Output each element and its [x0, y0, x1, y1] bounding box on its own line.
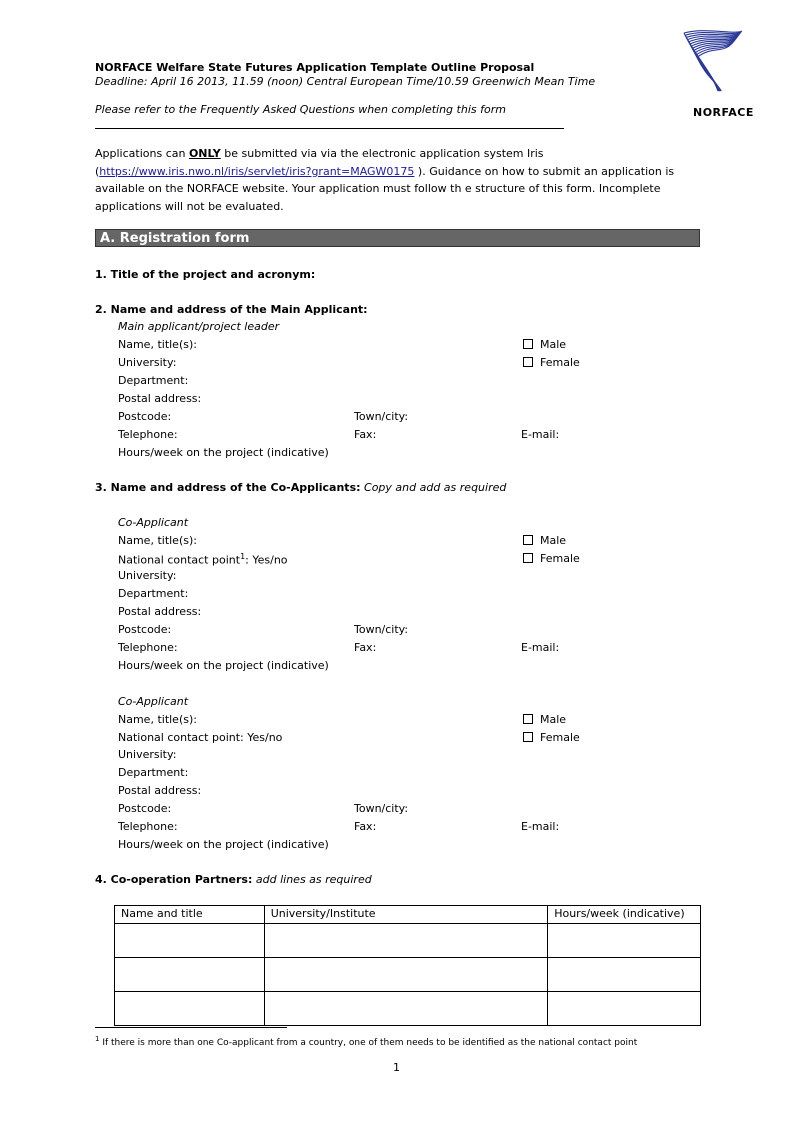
question-4-title: 4. Co-operation Partners: — [95, 873, 253, 886]
question-3-label — [95, 481, 506, 494]
column-header: Hours/week (indicative) — [548, 906, 701, 924]
faq-note: Please refer to the Frequently Asked Questions when completing this form — [95, 103, 506, 116]
main-postal-field[interactable]: Postal address: — [118, 392, 202, 405]
co2-town-field[interactable]: Town/city: — [354, 802, 409, 815]
intro-text-3: ). Guidance on how to submit an application is available on the NORFACE website. Your application must follow th e structure of this form. Incomplete applications will not be evaluated. — [95, 164, 675, 213]
main-university-field[interactable]: University: — [118, 356, 177, 369]
table-cell[interactable] — [115, 924, 265, 958]
female-label: Female — [540, 731, 580, 744]
table-row — [115, 958, 701, 992]
header-divider — [95, 128, 564, 129]
footnote-text: If there is more than one Co-applicant from a country, one of them needs to be identified as the national contact point — [99, 1038, 638, 1048]
main-name-field[interactable]: Name, title(s): — [118, 338, 197, 351]
column-header: Name and title — [115, 906, 265, 924]
intro-text-2: be submitted via via the electronic application system Iris ( — [95, 147, 544, 178]
question-2-label: 2. Name and address of the Main Applicant: — [95, 303, 368, 316]
table-row — [115, 924, 701, 958]
co-applicant-1-sublabel: Co-Applicant — [118, 516, 189, 529]
table-cell[interactable] — [264, 992, 548, 1026]
only-emphasis: ONLY — [188, 147, 221, 160]
male-label: Male — [540, 713, 567, 726]
table-cell[interactable] — [548, 992, 701, 1026]
table-row — [115, 992, 701, 1026]
co2-department-field[interactable]: Department: — [118, 766, 189, 779]
co1-hours-field[interactable]: Hours/week on the project (indicative) — [118, 659, 329, 672]
main-email-field[interactable]: E-mail: — [521, 428, 560, 441]
ncp-value: : Yes/no — [245, 553, 288, 567]
co2-ncp-field[interactable]: National contact point: Yes/no — [118, 731, 283, 744]
co1-telephone-field[interactable]: Telephone: — [118, 641, 178, 654]
male-label: Male — [540, 338, 567, 351]
co1-postcode-field[interactable]: Postcode: — [118, 623, 172, 636]
question-4-label — [95, 873, 372, 886]
co1-ncp-field[interactable] — [118, 552, 288, 567]
question-3-note: Copy and add as required — [360, 481, 507, 494]
co1-town-field[interactable]: Town/city: — [354, 623, 409, 636]
table-cell[interactable] — [115, 992, 265, 1026]
main-hours-field[interactable]: Hours/week on the project (indicative) — [118, 446, 329, 459]
intro-paragraph — [95, 145, 700, 215]
document-title: NORFACE Welfare State Futures Application Template Outline Proposal — [95, 61, 535, 74]
main-postcode-field[interactable]: Postcode: — [118, 410, 172, 423]
co1-university-field[interactable]: University: — [118, 569, 177, 582]
table-cell[interactable] — [548, 924, 701, 958]
table-cell[interactable] — [548, 958, 701, 992]
co1-male-checkbox[interactable] — [523, 534, 566, 547]
checkbox-icon — [523, 535, 533, 545]
main-applicant-sublabel: Main applicant/project leader — [118, 320, 280, 333]
co2-university-field[interactable]: University: — [118, 748, 177, 761]
checkbox-icon — [523, 339, 533, 349]
section-a-heading: A. Registration form — [95, 229, 700, 247]
co1-female-checkbox[interactable] — [523, 552, 580, 565]
footnote-divider — [95, 1027, 287, 1028]
co2-fax-field[interactable]: Fax: — [354, 820, 377, 833]
checkbox-icon — [523, 553, 533, 563]
ncp-label: National contact point — [118, 553, 241, 567]
table-cell[interactable] — [115, 958, 265, 992]
male-label: Male — [540, 534, 567, 547]
footnote-mark: 1 — [95, 1035, 100, 1043]
co2-female-checkbox[interactable] — [523, 731, 580, 744]
main-town-field[interactable]: Town/city: — [354, 410, 409, 423]
column-header: University/Institute — [264, 906, 548, 924]
question-1-label: 1. Title of the project and acronym: — [95, 268, 316, 281]
co2-name-field[interactable]: Name, title(s): — [118, 713, 197, 726]
co-applicant-2-sublabel: Co-Applicant — [118, 695, 189, 708]
question-3-title: 3. Name and address of the Co-Applicants: — [95, 481, 361, 494]
checkbox-icon — [523, 714, 533, 724]
main-fax-field[interactable]: Fax: — [354, 428, 377, 441]
norface-swoosh-logo — [680, 25, 750, 95]
co2-telephone-field[interactable]: Telephone: — [118, 820, 178, 833]
logo-text: NORFACE — [693, 106, 754, 119]
intro-text-1: Applications can — [95, 147, 189, 160]
co2-hours-field[interactable]: Hours/week on the project (indicative) — [118, 838, 329, 851]
co2-email-field[interactable]: E-mail: — [521, 820, 560, 833]
co1-department-field[interactable]: Department: — [118, 587, 189, 600]
page-number: 1 — [393, 1061, 400, 1074]
main-telephone-field[interactable]: Telephone: — [118, 428, 178, 441]
co2-postcode-field[interactable]: Postcode: — [118, 802, 172, 815]
co1-postal-field[interactable]: Postal address: — [118, 605, 202, 618]
table-cell[interactable] — [264, 958, 548, 992]
footnote-ref: 1 — [240, 552, 246, 561]
footnote — [95, 1035, 637, 1048]
table-cell[interactable] — [264, 924, 548, 958]
main-female-checkbox[interactable] — [523, 356, 580, 369]
co2-postal-field[interactable]: Postal address: — [118, 784, 202, 797]
co2-male-checkbox[interactable] — [523, 713, 566, 726]
female-label: Female — [540, 356, 580, 369]
main-department-field[interactable]: Department: — [118, 374, 189, 387]
deadline-text: Deadline: April 16 2013, 11.59 (noon) Central European Time/10.59 Greenwich Mean Time — [95, 75, 596, 88]
main-male-checkbox[interactable] — [523, 338, 566, 351]
female-label: Female — [540, 552, 580, 565]
question-4-note: add lines as required — [252, 873, 372, 886]
partners-table — [114, 905, 701, 1026]
table-header-row — [115, 906, 701, 924]
iris-link[interactable]: https://www.iris.nwo.nl/iris/servlet/iris?grant=MAGW0175 — [99, 164, 415, 178]
co1-name-field[interactable]: Name, title(s): — [118, 534, 197, 547]
checkbox-icon — [523, 732, 533, 742]
co1-email-field[interactable]: E-mail: — [521, 641, 560, 654]
checkbox-icon — [523, 357, 533, 367]
co1-fax-field[interactable]: Fax: — [354, 641, 377, 654]
